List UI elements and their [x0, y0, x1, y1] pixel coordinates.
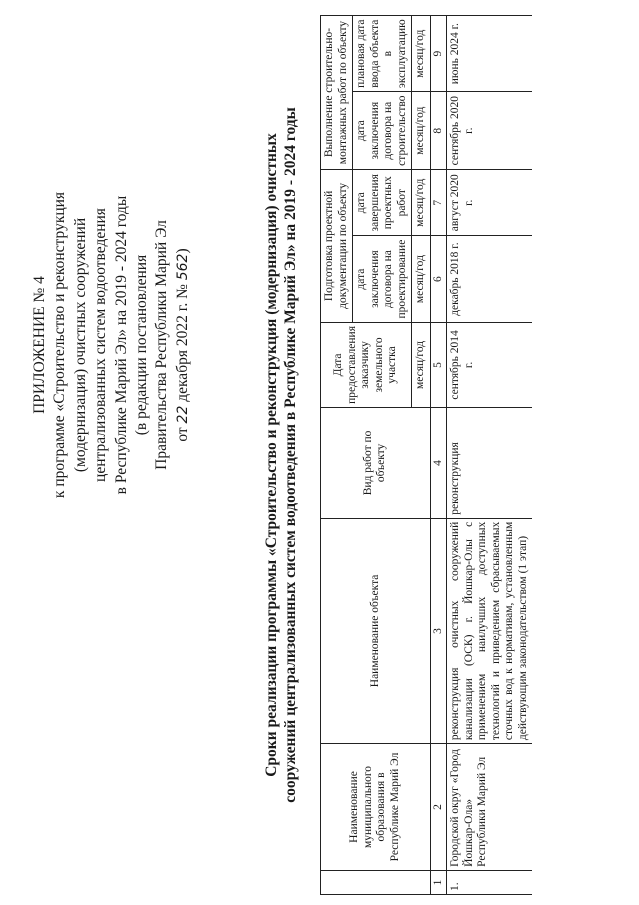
row-design-contract: декабрь 2018 г. [447, 236, 533, 322]
appendix-line: (в редакции постановления [133, 254, 151, 436]
appendix-line: Правительства Республики Марий Эл [153, 220, 171, 470]
row-design-complete: август 2020 г. [447, 170, 533, 236]
date-prefix: от [173, 427, 191, 442]
column-number: 9 [430, 16, 447, 92]
column-number: 1 [430, 870, 447, 894]
column-number: 5 [430, 322, 447, 407]
appendix-title: ПРИЛОЖЕНИЕ № 4 [31, 276, 48, 414]
appendix-line: к программе «Строительство и реконструкция [51, 191, 69, 499]
unit-cell: месяц/год [412, 16, 431, 92]
appendix-line: централизованных систем водоотведения [92, 208, 110, 482]
header-municipality: Наименование муниципального образования в Республике Марий Эл [321, 744, 431, 871]
header-object-name: Наименование объекта [321, 518, 431, 743]
date-rest: декабря 2022 г. № [173, 284, 191, 402]
header-design-complete: дата завершения проектных работ [353, 170, 412, 236]
header-construction-contract: дата заключения договора на строительство [353, 92, 412, 170]
row-object-name: реконструкция очистных сооружений канализации (ОСК) г. Йошкар-Олы с применением наилучших доступных технологий и приведением сбрасываемых сточных вод к нормативам, установленным действующим законодательством (1 этап) [447, 518, 533, 743]
heading-line-2: сооружений централизованных систем водоотведения в Республике Марий Эл» на 2019 - 2024 годы [282, 107, 299, 803]
row-construction-contract: сентябрь 2020 г. [447, 92, 533, 170]
date-day: 22 [174, 405, 191, 424]
header-work-type: Вид работ по объекту [321, 408, 431, 519]
header-cell-number [321, 870, 431, 894]
header-commissioning: плановая дата ввода объекта в эксплуатацию [353, 16, 412, 92]
date-suffix: ) [173, 248, 191, 254]
header-design-group: Подготовка проектной документации по объекту [321, 170, 353, 323]
row-work-type: реконструкция [447, 408, 533, 519]
document-heading [262, 45, 300, 865]
table-row [447, 16, 533, 895]
unit-cell: месяц/год [412, 92, 431, 170]
row-number: 1. [447, 870, 533, 894]
row-land-date: сентябрь 2014 г. [447, 322, 533, 407]
appendix-line: в Республике Марий Эл» на 2019 - 2024 годы [112, 195, 130, 495]
date-number: 562 [174, 253, 191, 281]
column-number: 4 [430, 408, 447, 519]
row-municipality: Городской округ «Город Йошкар-Ола» Республики Марий Эл [447, 744, 533, 871]
column-number: 6 [430, 236, 447, 322]
header-construction-group: Выполнение строительно-монтажных работ по объекту [321, 16, 353, 170]
unit-cell: месяц/год [412, 170, 431, 236]
appendix-date-line [173, 115, 193, 575]
header-land-date: Дата предоставления заказчику земельного участка [321, 322, 412, 407]
appendix-line: (модернизация) очистных сооружений [71, 217, 89, 473]
row-commissioning: июнь 2024 г. [447, 16, 533, 92]
column-number: 3 [430, 518, 447, 743]
column-number: 2 [430, 744, 447, 871]
heading-line-1: Сроки реализации программы «Строительство и реконструкция (модернизация) очистных [263, 133, 280, 777]
column-number: 8 [430, 92, 447, 170]
header-design-contract: дата заключения договора на проектирование [353, 236, 412, 322]
schedule-table [320, 15, 532, 895]
column-number: 7 [430, 170, 447, 236]
unit-cell: месяц/год [412, 322, 431, 407]
unit-cell: месяц/год [412, 236, 431, 322]
appendix-block [30, 115, 193, 575]
